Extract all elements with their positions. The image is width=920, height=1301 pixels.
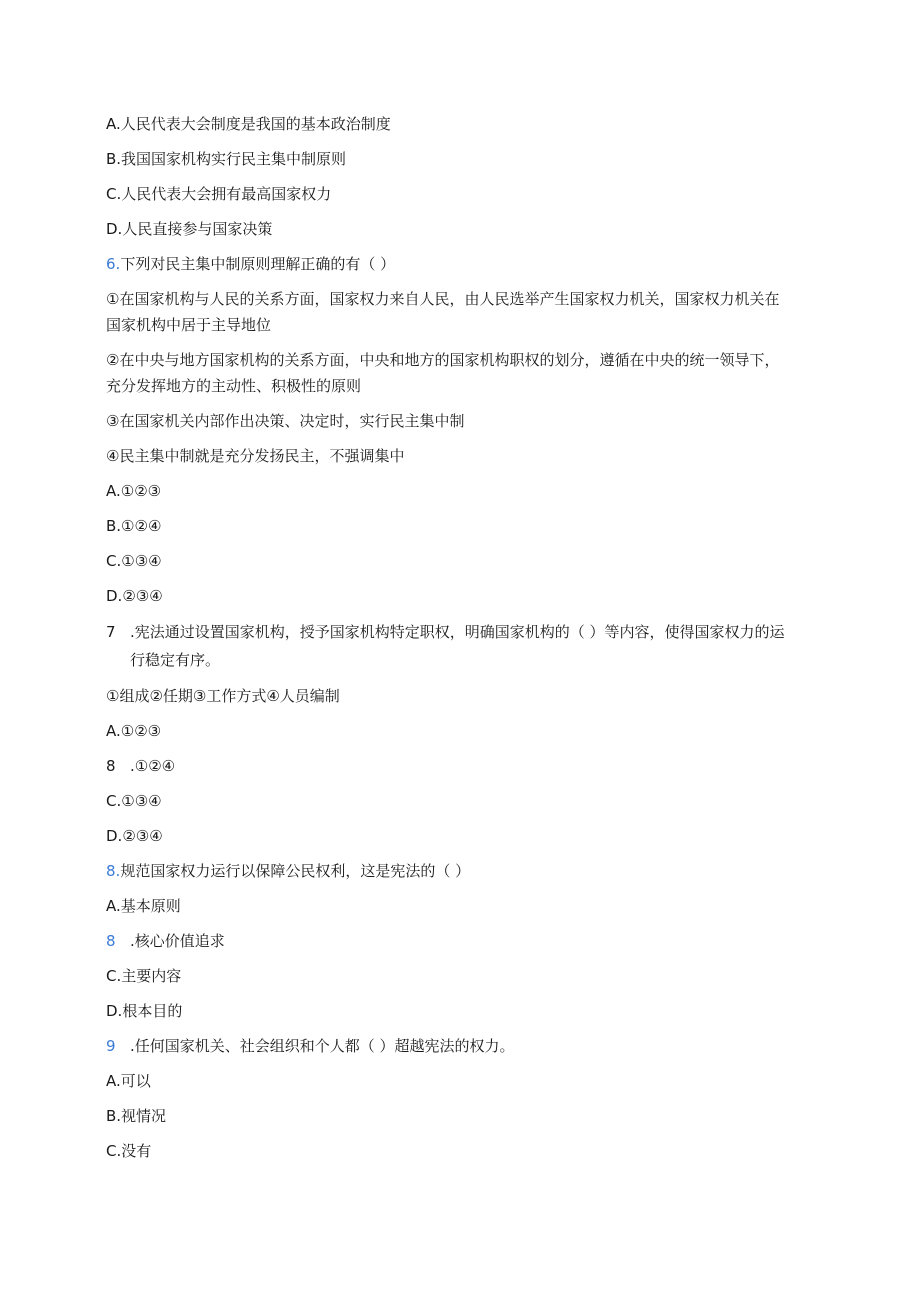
q9-number: 9 (106, 1037, 116, 1055)
q7-items: ①组成②任期③工作方式④人员编制 (106, 687, 340, 705)
q5-option-d: D.人民直接参与国家决策 (106, 220, 273, 238)
q7-option-b (106, 753, 806, 779)
q9-option-c: C.没有 (106, 1142, 152, 1160)
q9-option-b: B.视情况 (106, 1107, 167, 1125)
q6-statement-2-line-1: ②在中央与地方国家机构的关系方面，中央和地方的国家机构职权的划分，遵循在中央的统一领导下， (106, 351, 780, 369)
q8-option-a: A.基本原则 (106, 897, 181, 915)
q7-stem-text (130, 618, 785, 674)
q7-option-b-number: 8 (106, 757, 116, 775)
q5-option-a: A.人民代表大会制度是我国的基本政治制度 (106, 115, 391, 133)
q6-stem-text: 下列对民主集中制原则理解正确的有（ ） (120, 255, 396, 273)
q7-stem (106, 618, 806, 674)
q7-option-d: D.②③④ (106, 827, 163, 845)
q6-statement-2 (106, 347, 806, 399)
q7-option-a: A.①②③ (106, 722, 162, 740)
q8-number: 8. (106, 862, 121, 880)
q6-option-c: C.①③④ (106, 552, 162, 570)
q6-stem (106, 251, 806, 277)
q8-option-d: D.根本目的 (106, 1002, 183, 1020)
q6-option-b: B.①②④ (106, 517, 162, 535)
q9-option-a: A.可以 (106, 1072, 151, 1090)
q6-option-a: A.①②③ (106, 482, 162, 500)
q9-stem-text: .任何国家机关、社会组织和个人都（ ）超越宪法的权力。 (130, 1037, 515, 1055)
q9-stem (106, 1033, 806, 1059)
q5-option-c: C.人民代表大会拥有最高国家权力 (106, 185, 332, 203)
q7-stem-line-2: 行稳定有序。 (130, 651, 221, 669)
q8-option-b (106, 928, 806, 954)
q7-stem-line-1: .宪法通过设置国家机构，授予国家机构特定职权，明确国家机构的（ ）等内容，使得国家权力的运 (130, 623, 785, 641)
document-page (106, 111, 806, 1164)
q6-statement-1-line-2: 国家机构中居于主导地位 (106, 316, 272, 334)
q7-option-b-text: .①②④ (130, 757, 176, 775)
q6-number: 6. (106, 255, 121, 273)
q6-statement-4: ④民主集中制就是充分发扬民主，不强调集中 (106, 447, 405, 465)
q6-option-d: D.②③④ (106, 587, 163, 605)
q8-stem-text: 规范国家权力运行以保障公民权利，这是宪法的（ ） (120, 862, 471, 880)
q5-option-b: B.我国国家机构实行民主集中制原则 (106, 150, 347, 168)
q7-option-c: C.①③④ (106, 792, 162, 810)
q8-stem (106, 858, 806, 884)
q8-option-b-number: 8 (106, 932, 116, 950)
q6-statement-3: ③在国家机关内部作出决策、决定时，实行民主集中制 (106, 412, 465, 430)
q8-option-b-text: .核心价值追求 (130, 932, 225, 950)
q6-statement-2-line-2: 充分发挥地方的主动性、积极性的原则 (106, 377, 362, 395)
q8-option-c: C.主要内容 (106, 967, 182, 985)
q6-statement-1-line-1: ①在国家机构与人民的关系方面，国家权力来自人民，由人民选举产生国家权力机关，国家权力机关在 (106, 290, 780, 308)
q6-statement-1 (106, 286, 806, 338)
q7-number: 7 (106, 623, 116, 641)
